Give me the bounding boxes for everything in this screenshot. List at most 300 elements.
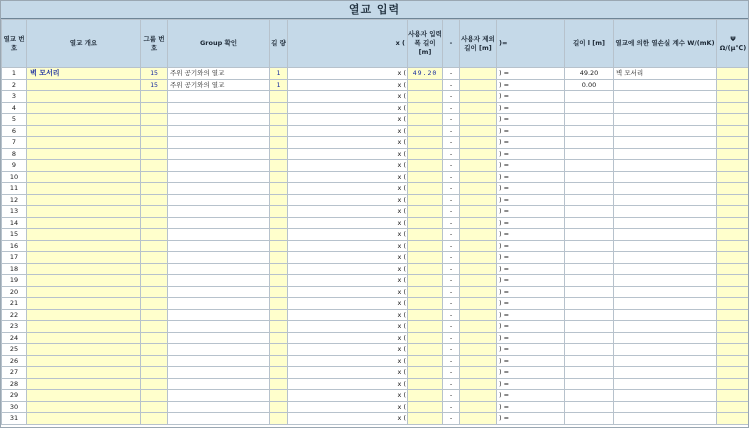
user-sub-cell[interactable]: [460, 229, 497, 241]
user-width-cell[interactable]: [408, 344, 443, 356]
group-no-cell[interactable]: [141, 183, 168, 195]
user-sub-cell[interactable]: [460, 206, 497, 218]
group-check-cell: [168, 240, 270, 252]
user-width-cell[interactable]: [408, 148, 443, 160]
user-sub-cell[interactable]: [460, 286, 497, 298]
user-sub-cell[interactable]: [460, 160, 497, 172]
psi-cell[interactable]: [717, 229, 750, 241]
heat-loss-cell: [614, 390, 717, 402]
group-check-cell: [168, 263, 270, 275]
user-sub-cell[interactable]: [460, 275, 497, 287]
overview-cell[interactable]: [27, 332, 141, 344]
row-number-cell: 12: [2, 194, 27, 206]
row-number-cell: 27: [2, 367, 27, 379]
qty-cell[interactable]: [270, 309, 288, 321]
table-row: [2, 148, 750, 160]
overview-cell[interactable]: [27, 137, 141, 149]
group-no-cell[interactable]: [141, 332, 168, 344]
qty-cell[interactable]: [270, 275, 288, 287]
overview-cell[interactable]: [27, 125, 141, 137]
heat-loss-cell: [614, 171, 717, 183]
table-row: [2, 332, 750, 344]
group-check-cell: [168, 367, 270, 379]
row-number-cell: 17: [2, 252, 27, 264]
overview-cell[interactable]: [27, 91, 141, 103]
group-no-cell[interactable]: [141, 114, 168, 126]
group-no-cell[interactable]: [141, 286, 168, 298]
user-sub-cell[interactable]: [460, 79, 497, 91]
thermal-bridge-table: [1, 19, 749, 425]
minus-cell: -: [443, 137, 460, 149]
table-row: [2, 229, 750, 241]
user-sub-cell[interactable]: [460, 321, 497, 333]
psi-cell[interactable]: [717, 137, 750, 149]
user-width-cell[interactable]: [408, 252, 443, 264]
user-width-cell[interactable]: [408, 91, 443, 103]
group-no-cell[interactable]: [141, 263, 168, 275]
minus-cell: -: [443, 344, 460, 356]
group-no-cell[interactable]: [141, 344, 168, 356]
qty-cell[interactable]: [270, 240, 288, 252]
x-label-cell: x (: [288, 240, 408, 252]
overview-cell[interactable]: [27, 286, 141, 298]
qty-cell[interactable]: [270, 344, 288, 356]
overview-cell[interactable]: [27, 79, 141, 91]
table-row: [2, 286, 750, 298]
heat-loss-cell: [614, 263, 717, 275]
overview-cell[interactable]: [27, 240, 141, 252]
group-no-cell[interactable]: [141, 355, 168, 367]
row-number-cell: 29: [2, 390, 27, 402]
minus-cell: -: [443, 309, 460, 321]
heat-loss-cell: [614, 413, 717, 425]
qty-cell[interactable]: [270, 355, 288, 367]
overview-cell[interactable]: [27, 148, 141, 160]
user-width-cell[interactable]: [408, 286, 443, 298]
x-label-cell: x (: [288, 309, 408, 321]
user-sub-cell[interactable]: [460, 263, 497, 275]
group-no-cell[interactable]: [141, 206, 168, 218]
psi-cell[interactable]: [717, 91, 750, 103]
row-number-cell: 10: [2, 171, 27, 183]
group-no-cell[interactable]: [141, 378, 168, 390]
group-no-cell[interactable]: [141, 102, 168, 114]
minus-cell: -: [443, 125, 460, 137]
x-label-cell: x (: [288, 183, 408, 195]
user-width-cell[interactable]: [408, 229, 443, 241]
row-number-cell: 21: [2, 298, 27, 310]
length-cell: [565, 102, 614, 114]
group-no-cell[interactable]: [141, 321, 168, 333]
group-no-cell[interactable]: [141, 148, 168, 160]
table-row: [2, 309, 750, 321]
overview-cell[interactable]: [27, 275, 141, 287]
header-user-width: 사용자 입력 폭 길이 [m]: [408, 20, 443, 68]
user-sub-cell[interactable]: [460, 148, 497, 160]
group-check-cell: [168, 114, 270, 126]
equals-cell: ) =: [497, 148, 565, 160]
heat-loss-cell: [614, 401, 717, 413]
overview-cell[interactable]: [27, 229, 141, 241]
user-sub-cell[interactable]: [460, 390, 497, 402]
qty-cell[interactable]: [270, 229, 288, 241]
table-row: [2, 194, 750, 206]
qty-cell[interactable]: [270, 401, 288, 413]
psi-cell[interactable]: [717, 390, 750, 402]
x-label-cell: x (: [288, 229, 408, 241]
equals-cell: ) =: [497, 171, 565, 183]
user-width-cell[interactable]: [408, 183, 443, 195]
qty-cell[interactable]: 1: [270, 68, 288, 80]
group-check-cell: [168, 286, 270, 298]
user-width-cell[interactable]: [408, 298, 443, 310]
table-row: [2, 367, 750, 379]
length-cell: [565, 194, 614, 206]
qty-cell[interactable]: [270, 390, 288, 402]
psi-cell[interactable]: [717, 263, 750, 275]
header-eq: )=: [497, 20, 565, 68]
length-cell: [565, 275, 614, 287]
group-no-cell[interactable]: [141, 137, 168, 149]
table-row: [2, 413, 750, 425]
psi-cell[interactable]: [717, 148, 750, 160]
user-sub-cell[interactable]: [460, 413, 497, 425]
user-width-cell[interactable]: [408, 413, 443, 425]
user-sub-cell[interactable]: [460, 91, 497, 103]
psi-cell[interactable]: [717, 413, 750, 425]
overview-cell[interactable]: [27, 390, 141, 402]
row-number-cell: 4: [2, 102, 27, 114]
psi-cell[interactable]: [717, 160, 750, 172]
user-width-cell[interactable]: [408, 160, 443, 172]
user-sub-cell[interactable]: [460, 171, 497, 183]
user-sub-cell[interactable]: [460, 194, 497, 206]
length-cell: [565, 401, 614, 413]
header-user-sub: 사용자 제외 길이 [m]: [460, 20, 497, 68]
minus-cell: -: [443, 183, 460, 195]
qty-cell[interactable]: [270, 263, 288, 275]
equals-cell: ) =: [497, 378, 565, 390]
overview-cell[interactable]: [27, 263, 141, 275]
row-number-cell: 19: [2, 275, 27, 287]
psi-cell[interactable]: [717, 194, 750, 206]
group-no-cell[interactable]: [141, 171, 168, 183]
psi-cell[interactable]: [717, 401, 750, 413]
group-no-cell[interactable]: [141, 252, 168, 264]
group-no-cell[interactable]: [141, 309, 168, 321]
x-label-cell: x (: [288, 68, 408, 80]
psi-cell[interactable]: [717, 286, 750, 298]
table-row: [2, 298, 750, 310]
user-width-cell[interactable]: [408, 79, 443, 91]
group-no-cell[interactable]: [141, 240, 168, 252]
equals-cell: ) =: [497, 263, 565, 275]
qty-cell[interactable]: [270, 91, 288, 103]
user-sub-cell[interactable]: [460, 68, 497, 80]
equals-cell: ) =: [497, 183, 565, 195]
minus-cell: -: [443, 298, 460, 310]
user-width-cell[interactable]: [408, 275, 443, 287]
group-no-cell[interactable]: [141, 413, 168, 425]
user-width-cell[interactable]: [408, 263, 443, 275]
user-width-cell[interactable]: [408, 378, 443, 390]
length-cell: [565, 390, 614, 402]
user-sub-cell[interactable]: [460, 344, 497, 356]
user-sub-cell[interactable]: [460, 125, 497, 137]
minus-cell: -: [443, 390, 460, 402]
group-no-cell[interactable]: [141, 298, 168, 310]
header-x: x (: [288, 20, 408, 68]
row-number-cell: 15: [2, 229, 27, 241]
table-row: [2, 355, 750, 367]
minus-cell: -: [443, 79, 460, 91]
overview-cell[interactable]: [27, 160, 141, 172]
group-no-cell[interactable]: [141, 275, 168, 287]
group-no-cell[interactable]: [141, 194, 168, 206]
overview-cell[interactable]: [27, 102, 141, 114]
equals-cell: ) =: [497, 332, 565, 344]
row-number-cell: 13: [2, 206, 27, 218]
heat-loss-cell: [614, 355, 717, 367]
qty-cell[interactable]: [270, 413, 288, 425]
group-check-cell: [168, 390, 270, 402]
user-sub-cell[interactable]: [460, 240, 497, 252]
equals-cell: ) =: [497, 125, 565, 137]
psi-cell[interactable]: [717, 355, 750, 367]
row-number-cell: 7: [2, 137, 27, 149]
psi-cell[interactable]: [717, 309, 750, 321]
table-row: [2, 263, 750, 275]
user-width-cell[interactable]: [408, 206, 443, 218]
psi-cell[interactable]: [717, 183, 750, 195]
heat-loss-cell: 벽 모서리: [614, 68, 717, 80]
group-no-cell[interactable]: [141, 160, 168, 172]
heat-loss-cell: [614, 148, 717, 160]
psi-cell[interactable]: [717, 275, 750, 287]
group-check-cell: [168, 275, 270, 287]
user-sub-cell[interactable]: [460, 137, 497, 149]
qty-cell[interactable]: [270, 298, 288, 310]
group-no-cell[interactable]: [141, 390, 168, 402]
heat-loss-cell: [614, 378, 717, 390]
qty-cell[interactable]: [270, 206, 288, 218]
user-sub-cell[interactable]: [460, 102, 497, 114]
group-no-cell[interactable]: [141, 91, 168, 103]
group-no-cell[interactable]: 15: [141, 79, 168, 91]
user-width-cell[interactable]: 49.20: [408, 68, 443, 80]
user-width-cell[interactable]: [408, 114, 443, 126]
psi-cell[interactable]: [717, 240, 750, 252]
qty-cell[interactable]: [270, 160, 288, 172]
overview-cell[interactable]: [27, 217, 141, 229]
overview-cell[interactable]: 벽 모서리: [27, 68, 141, 80]
qty-cell[interactable]: [270, 367, 288, 379]
user-sub-cell[interactable]: [460, 298, 497, 310]
row-number-cell: 16: [2, 240, 27, 252]
psi-cell[interactable]: [717, 332, 750, 344]
user-width-cell[interactable]: [408, 137, 443, 149]
overview-cell[interactable]: [27, 252, 141, 264]
equals-cell: ) =: [497, 114, 565, 126]
heat-loss-cell: [614, 194, 717, 206]
minus-cell: -: [443, 217, 460, 229]
user-width-cell[interactable]: [408, 355, 443, 367]
qty-cell[interactable]: [270, 148, 288, 160]
user-width-cell[interactable]: [408, 194, 443, 206]
qty-cell[interactable]: [270, 125, 288, 137]
psi-cell[interactable]: [717, 171, 750, 183]
table-row: [2, 114, 750, 126]
group-check-cell: [168, 355, 270, 367]
qty-cell[interactable]: 1: [270, 79, 288, 91]
equals-cell: ) =: [497, 91, 565, 103]
psi-cell[interactable]: [717, 68, 750, 80]
overview-cell[interactable]: [27, 378, 141, 390]
qty-cell[interactable]: [270, 286, 288, 298]
psi-cell[interactable]: [717, 206, 750, 218]
psi-cell[interactable]: [717, 378, 750, 390]
heat-loss-cell: [614, 79, 717, 91]
row-number-cell: 6: [2, 125, 27, 137]
qty-cell[interactable]: [270, 171, 288, 183]
group-no-cell[interactable]: 15: [141, 68, 168, 80]
length-cell: [565, 160, 614, 172]
qty-cell[interactable]: [270, 321, 288, 333]
heat-loss-cell: [614, 137, 717, 149]
overview-cell[interactable]: [27, 413, 141, 425]
group-no-cell[interactable]: [141, 229, 168, 241]
table-row: [2, 321, 750, 333]
overview-cell[interactable]: [27, 206, 141, 218]
psi-cell[interactable]: [717, 321, 750, 333]
row-number-cell: 30: [2, 401, 27, 413]
header-length: 길이 l [m]: [565, 20, 614, 68]
qty-cell[interactable]: [270, 102, 288, 114]
overview-cell[interactable]: [27, 309, 141, 321]
user-width-cell[interactable]: [408, 125, 443, 137]
group-check-cell: [168, 298, 270, 310]
psi-cell[interactable]: [717, 79, 750, 91]
user-sub-cell[interactable]: [460, 217, 497, 229]
psi-cell[interactable]: [717, 114, 750, 126]
minus-cell: -: [443, 401, 460, 413]
qty-cell[interactable]: [270, 252, 288, 264]
heat-loss-cell: [614, 275, 717, 287]
length-cell: [565, 344, 614, 356]
table-body: [2, 68, 750, 425]
heat-loss-cell: [614, 206, 717, 218]
length-cell: [565, 355, 614, 367]
user-sub-cell[interactable]: [460, 114, 497, 126]
equals-cell: ) =: [497, 401, 565, 413]
x-label-cell: x (: [288, 137, 408, 149]
overview-cell[interactable]: [27, 194, 141, 206]
overview-cell[interactable]: [27, 183, 141, 195]
qty-cell[interactable]: [270, 332, 288, 344]
minus-cell: -: [443, 413, 460, 425]
user-width-cell[interactable]: [408, 401, 443, 413]
user-width-cell[interactable]: [408, 171, 443, 183]
user-sub-cell[interactable]: [460, 309, 497, 321]
group-check-cell: [168, 91, 270, 103]
overview-cell[interactable]: [27, 401, 141, 413]
group-no-cell[interactable]: [141, 367, 168, 379]
user-width-cell[interactable]: [408, 309, 443, 321]
user-width-cell[interactable]: [408, 240, 443, 252]
overview-cell[interactable]: [27, 171, 141, 183]
heat-loss-cell: [614, 240, 717, 252]
row-number-cell: 31: [2, 413, 27, 425]
length-cell: [565, 309, 614, 321]
user-width-cell[interactable]: [408, 367, 443, 379]
psi-cell[interactable]: [717, 367, 750, 379]
table-row: [2, 137, 750, 149]
x-label-cell: x (: [288, 367, 408, 379]
qty-cell[interactable]: [270, 114, 288, 126]
qty-cell[interactable]: [270, 183, 288, 195]
psi-cell[interactable]: [717, 252, 750, 264]
header-heat-loss: 열교에 의한 열손실 계수 W/(mK): [614, 20, 717, 68]
qty-cell[interactable]: [270, 378, 288, 390]
psi-cell[interactable]: [717, 217, 750, 229]
user-sub-cell[interactable]: [460, 355, 497, 367]
overview-cell[interactable]: [27, 321, 141, 333]
group-check-cell: [168, 229, 270, 241]
user-sub-cell[interactable]: [460, 332, 497, 344]
heat-loss-cell: [614, 125, 717, 137]
equals-cell: ) =: [497, 321, 565, 333]
group-check-cell: [168, 217, 270, 229]
user-width-cell[interactable]: [408, 217, 443, 229]
user-sub-cell[interactable]: [460, 401, 497, 413]
group-no-cell[interactable]: [141, 217, 168, 229]
group-check-cell: [168, 206, 270, 218]
group-check-cell: [168, 183, 270, 195]
length-cell: [565, 298, 614, 310]
group-no-cell[interactable]: [141, 401, 168, 413]
group-no-cell[interactable]: [141, 125, 168, 137]
user-sub-cell[interactable]: [460, 378, 497, 390]
user-sub-cell[interactable]: [460, 367, 497, 379]
overview-cell[interactable]: [27, 367, 141, 379]
psi-cell[interactable]: [717, 102, 750, 114]
psi-cell[interactable]: [717, 344, 750, 356]
psi-cell[interactable]: [717, 125, 750, 137]
user-width-cell[interactable]: [408, 102, 443, 114]
user-width-cell[interactable]: [408, 390, 443, 402]
psi-cell[interactable]: [717, 298, 750, 310]
header-no: 열교 번호: [2, 20, 27, 68]
user-sub-cell[interactable]: [460, 252, 497, 264]
table-row: [2, 68, 750, 80]
overview-cell[interactable]: [27, 344, 141, 356]
qty-cell[interactable]: [270, 137, 288, 149]
user-width-cell[interactable]: [408, 332, 443, 344]
qty-cell[interactable]: [270, 194, 288, 206]
row-number-cell: 11: [2, 183, 27, 195]
qty-cell[interactable]: [270, 217, 288, 229]
overview-cell[interactable]: [27, 298, 141, 310]
equals-cell: ) =: [497, 390, 565, 402]
row-number-cell: 8: [2, 148, 27, 160]
group-check-cell: [168, 401, 270, 413]
x-label-cell: x (: [288, 114, 408, 126]
heat-loss-cell: [614, 160, 717, 172]
overview-cell[interactable]: [27, 114, 141, 126]
user-sub-cell[interactable]: [460, 183, 497, 195]
overview-cell[interactable]: [27, 355, 141, 367]
user-width-cell[interactable]: [408, 321, 443, 333]
